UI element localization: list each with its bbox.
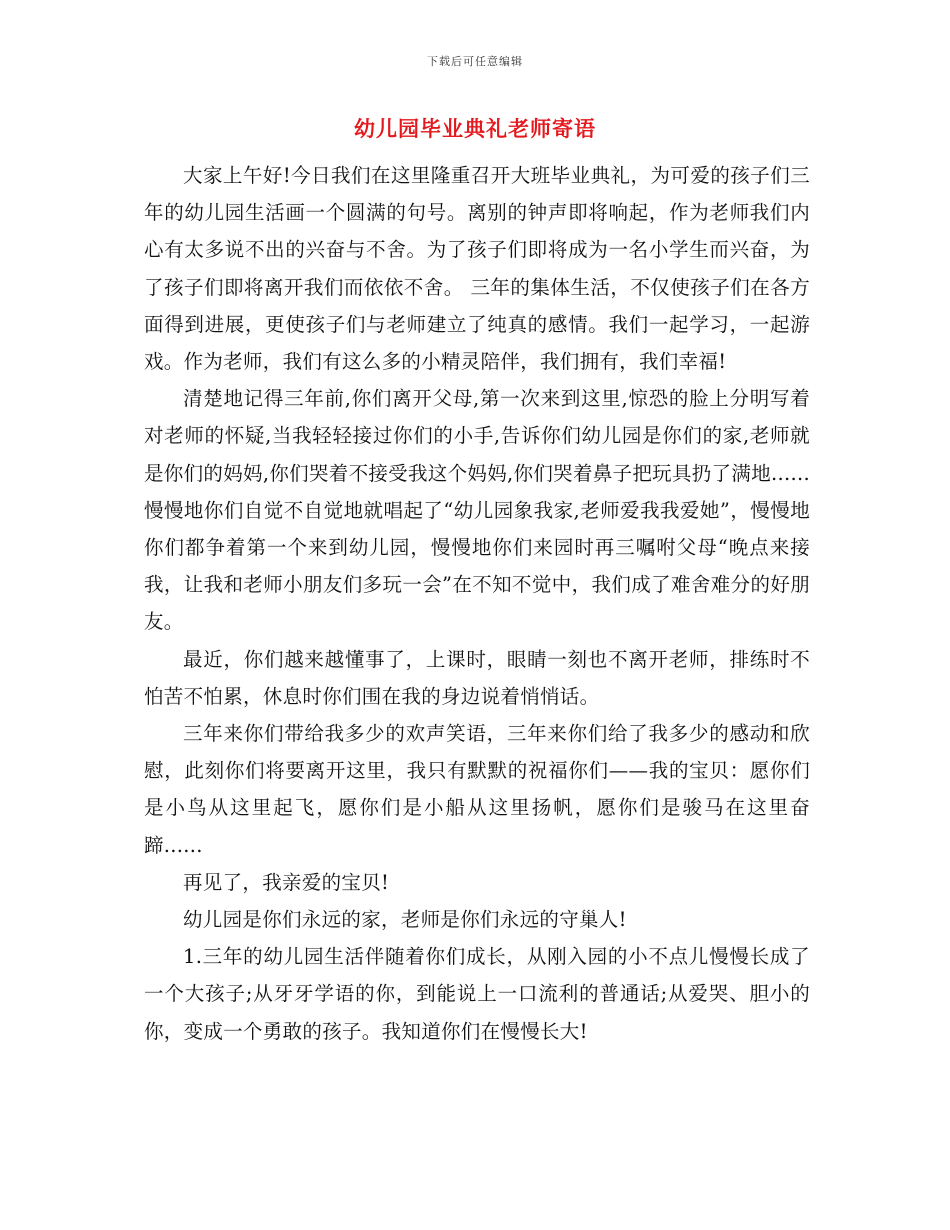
paragraph-greeting: 大家上午好!今日我们在这里隆重召开大班毕业典礼，为可爱的孩子们三年的幼儿园生活画一个圆满的句号。离别的钟声即将响起，作为老师我们内心有太多说不出的兴奋与不舍。为了孩子们即将成为一名小学生而兴奋，为了孩子们即将离开我们而依依不舍。 三年的集体生活，不仅使孩子们在各方面得到进展，更使孩子们与老师建立了纯真的感情。我们一起学习，一起游戏。作为老师，我们有这么多的小精灵陪伴，我们拥有，我们幸福!	[144, 164, 810, 374]
page-header-note: 下载后可任意编辑	[427, 55, 523, 68]
document-title: 幼儿园毕业典礼老师寄语	[354, 117, 596, 141]
paragraph-memories: 清楚地记得三年前,你们离开父母,第一次来到这里,惊恐的脸上分明写着对老师的怀疑,当我轻轻接过你们的小手,告诉你们幼儿园是你们的家,老师就是你们的妈妈,你们哭着不接受我这个妈妈,你们哭着鼻子把玩具扔了满地......慢慢地你们自觉不自觉地就唱起了“幼儿园象我家,老师爱我我爱她”，慢慢地你们都争着第一个来到幼儿园，慢慢地你们来园时再三嘱咐父母“晚点来接我，让我和老师小朋友们多玩一会”在不知不觉中，我们成了难舍难分的好朋友。	[144, 387, 810, 634]
document-body	[144, 157, 810, 1050]
paragraph-recent: 最近，你们越来越懂事了，上课时，眼睛一刻也不离开老师，排练时不怕苦不怕累，休息时你们围在我的身边说着悄悄话。	[144, 647, 810, 708]
paragraph-farewell: 再见了，我亲爱的宝贝!	[183, 870, 390, 894]
paragraph-item-1: 1.三年的幼儿园生活伴随着你们成长，从刚入园的小不点儿慢慢长成了一个大孩子;从牙牙学语的你，到能说上一口流利的普通话;从爱哭、胆小的你，变成一个勇敢的孩子。我知道你们在慢慢长大!	[144, 945, 810, 1043]
paragraph-blessing: 三年来你们带给我多少的欢声笑语，三年来你们给了我多少的感动和欣慰，此刻你们将要离开这里，我只有默默的祝福你们——我的宝贝：愿你们是小鸟从这里起飞，愿你们是小船从这里扬帆，愿你们是骏马在这里奋蹄......	[144, 722, 810, 857]
paragraph-home: 幼儿园是你们永远的家，老师是你们永远的守巢人!	[183, 908, 627, 932]
